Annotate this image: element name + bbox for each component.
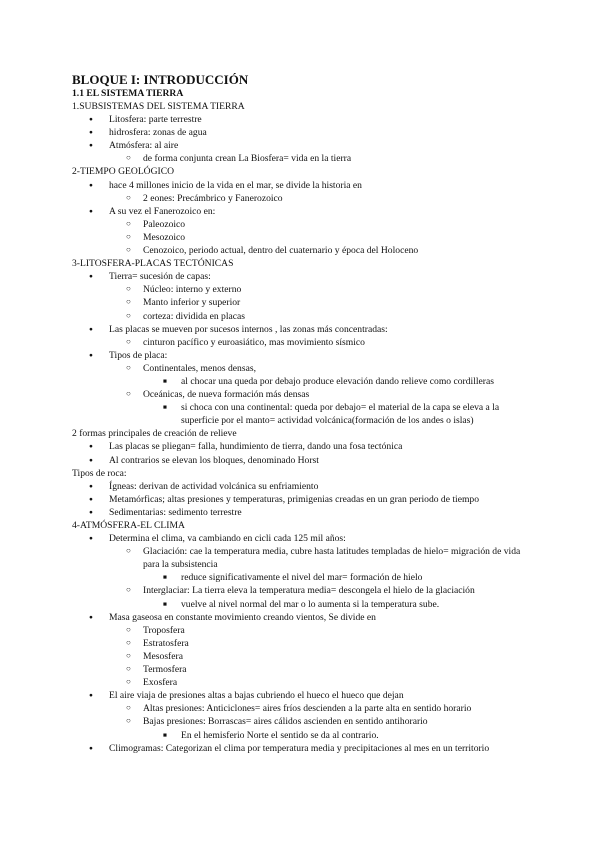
- line-text: Termosfera: [143, 664, 187, 676]
- section-line: [72, 467, 532, 480]
- list-item: [72, 205, 532, 218]
- list-item: [72, 611, 532, 624]
- list-item: [72, 192, 532, 205]
- line-text: 4-ATMÓSFERA-EL CLIMA: [72, 520, 185, 531]
- line-text: 2 formas principales de creación de relieve: [72, 428, 237, 440]
- list-item: [72, 650, 532, 663]
- hollow-bullet-icon: [126, 715, 131, 728]
- line-text: A su vez el Fanerozoico en:: [109, 205, 216, 217]
- hollow-bullet-icon: [126, 244, 131, 257]
- list-item: [72, 598, 532, 611]
- hollow-bullet-icon: [126, 624, 131, 637]
- list-item: [72, 715, 532, 728]
- section-line: [72, 427, 532, 440]
- line-text: Tipos de placa:: [109, 349, 168, 361]
- hollow-bullet-icon: [126, 296, 131, 309]
- line-text: Altas presiones: Anticiclones= aires fríos descienden a la parte alta en sentido horario: [143, 703, 472, 715]
- filled-bullet-icon: [89, 532, 93, 546]
- line-text: Masa gaseosa en constante movimiento creando vientos, Se divide en: [109, 611, 376, 623]
- hollow-bullet-icon: [126, 152, 131, 165]
- list-item: [72, 689, 532, 702]
- line-text: Al contrarios se elevan los bloques, denominado Horst: [109, 454, 319, 466]
- hollow-bullet-icon: [126, 310, 131, 323]
- hollow-bullet-icon: [126, 388, 131, 401]
- line-text: al chocar una queda por debajo produce elevación dando relieve como cordilleras: [181, 375, 494, 387]
- line-text: Litosfera: parte terrestre: [109, 114, 202, 126]
- line-text: Glaciación: cae la temperatura media, cubre hasta latitudes templadas de hielo= migración de vida para la subsistencia: [143, 546, 521, 571]
- line-text: de forma conjunta crean La Biosfera= vida en la tierra: [143, 153, 352, 165]
- line-text: Tierra= sucesión de capas:: [109, 271, 211, 283]
- line-text: 3-LITOSFERA-PLACAS TECTÓNICAS: [72, 258, 234, 270]
- hollow-bullet-icon: [126, 192, 131, 205]
- line-text: El aire viaja de presiones altas a bajas cubriendo el hueco el hueco que dejan: [109, 690, 404, 702]
- line-text: corteza: dividida en placas: [143, 310, 246, 322]
- line-text: Oceánicas, de nueva formación más densas: [143, 389, 310, 401]
- line-text: Metamórficas; altas presiones y temperaturas, primigenias creadas en un gran periodo de tiempo: [109, 493, 480, 505]
- hollow-bullet-icon: [126, 702, 131, 715]
- list-item: [72, 296, 532, 309]
- line-text: Mesosfera: [143, 650, 183, 662]
- list-item: [72, 375, 532, 388]
- filled-bullet-icon: [89, 611, 93, 625]
- line-text: Determina el clima, va cambiando en cicli cada 125 mil años:: [109, 533, 346, 545]
- list-item: [72, 362, 532, 375]
- line-text: En el hemisferio Norte el sentido se da al contrario.: [181, 729, 379, 741]
- list-item: [72, 179, 532, 192]
- hollow-bullet-icon: [126, 283, 131, 296]
- list-item: [72, 310, 532, 323]
- list-item: [72, 454, 532, 467]
- square-bullet-icon: [163, 729, 167, 743]
- line-text: Continentales, menos densas,: [143, 362, 256, 374]
- list-item: [72, 729, 532, 742]
- line-text: reduce significativamente el nivel del mar= formación de hielo: [181, 572, 423, 584]
- hollow-bullet-icon: [126, 218, 131, 231]
- list-item: [72, 244, 532, 257]
- document-body: [72, 100, 532, 755]
- document-title: BLOQUE I: INTRODUCCIÓN: [72, 72, 249, 87]
- line-text: Manto inferior y superior: [143, 297, 241, 309]
- list-item: [72, 506, 532, 519]
- line-text: Cenozoico, periodo actual, dentro del cuaternario y época del Holoceno: [143, 245, 419, 257]
- list-item: [72, 113, 532, 126]
- section-heading: 1.1 EL SISTEMA TIERRA: [72, 88, 184, 99]
- line-text: 2-TIEMPO GEOLÓGICO: [72, 166, 175, 178]
- section-line: [72, 519, 532, 532]
- square-bullet-icon: [163, 375, 167, 389]
- list-item: [72, 401, 532, 427]
- filled-bullet-icon: [89, 126, 93, 140]
- hollow-bullet-icon: [126, 663, 131, 676]
- line-text: Bajas presiones: Borrascas= aires cálidos ascienden en sentido antihorario: [143, 716, 428, 728]
- filled-bullet-icon: [89, 113, 93, 127]
- list-item: [72, 231, 532, 244]
- filled-bullet-icon: [89, 270, 93, 284]
- line-text: Mesozoico: [143, 231, 186, 243]
- list-item: [72, 663, 532, 676]
- list-item: [72, 624, 532, 637]
- section-line: [72, 165, 532, 178]
- line-text: Las placas se mueven por sucesos internos , las zonas más concentradas:: [109, 323, 388, 335]
- list-item: [72, 584, 532, 597]
- line-text: hace 4 millones inicio de la vida en el mar, se divide la historia en: [109, 179, 362, 191]
- hollow-bullet-icon: [126, 336, 131, 349]
- line-text: Estratosfera: [143, 637, 189, 649]
- line-text: Interglaciar: La tierra eleva la temperatura media= descongela el hielo de la glaciación: [143, 585, 475, 597]
- list-item: [72, 742, 532, 755]
- list-item: [72, 336, 532, 349]
- list-item: [72, 388, 532, 401]
- line-text: Núcleo: interno y externo: [143, 284, 242, 296]
- filled-bullet-icon: [89, 139, 93, 153]
- filled-bullet-icon: [89, 179, 93, 193]
- filled-bullet-icon: [89, 454, 93, 468]
- line-text: hidrosfera: zonas de agua: [109, 127, 207, 139]
- list-item: [72, 637, 532, 650]
- hollow-bullet-icon: [126, 676, 131, 689]
- line-text: Tipos de roca:: [72, 467, 127, 479]
- line-text: si choca con una continental: queda por debajo= el material de la capa se eleva a la superficie por el manto= actividad volcánica(formación de los andes o islas): [181, 402, 500, 427]
- filled-bullet-icon: [89, 689, 93, 703]
- line-text: 2 eones: Precámbrico y Fanerozoico: [143, 192, 283, 204]
- line-text: 1.SUBSISTEMAS DEL SISTEMA TIERRA: [72, 101, 245, 112]
- list-item: [72, 532, 532, 545]
- list-item: [72, 493, 532, 506]
- list-item: [72, 571, 532, 584]
- line-text: cinturon pacífico y euroasiático, mas movimiento sísmico: [143, 336, 365, 348]
- document-page: [72, 72, 532, 755]
- hollow-bullet-icon: [126, 545, 131, 558]
- square-bullet-icon: [163, 401, 167, 415]
- filled-bullet-icon: [89, 349, 93, 363]
- list-item: [72, 440, 532, 453]
- filled-bullet-icon: [89, 742, 93, 756]
- section-line: [72, 100, 532, 113]
- filled-bullet-icon: [89, 506, 93, 520]
- line-text: Climogramas: Categorizan el clima por temperatura media y precipitaciones al mes en un territorio: [109, 742, 490, 754]
- filled-bullet-icon: [89, 323, 93, 337]
- line-text: Sedimentarias: sedimento terrestre: [109, 506, 242, 518]
- list-item: [72, 349, 532, 362]
- list-item: [72, 676, 532, 689]
- square-bullet-icon: [163, 598, 167, 612]
- hollow-bullet-icon: [126, 584, 131, 597]
- list-item: [72, 480, 532, 493]
- hollow-bullet-icon: [126, 637, 131, 650]
- line-text: Atmósfera: al aire: [109, 140, 179, 152]
- filled-bullet-icon: [89, 493, 93, 507]
- filled-bullet-icon: [89, 480, 93, 494]
- line-text: Troposfera: [143, 624, 185, 636]
- square-bullet-icon: [163, 571, 167, 585]
- filled-bullet-icon: [89, 205, 93, 219]
- hollow-bullet-icon: [126, 650, 131, 663]
- hollow-bullet-icon: [126, 231, 131, 244]
- list-item: [72, 283, 532, 296]
- line-text: Ígneas: derivan de actividad volcánica su enfriamiento: [109, 480, 319, 492]
- list-item: [72, 545, 532, 571]
- filled-bullet-icon: [89, 440, 93, 454]
- list-item: [72, 126, 532, 139]
- list-item: [72, 152, 532, 165]
- list-item: [72, 702, 532, 715]
- line-text: vuelve al nivel normal del mar o lo aumenta si la temperatura sube.: [181, 598, 440, 610]
- list-item: [72, 218, 532, 231]
- line-text: Exosfera: [143, 677, 178, 689]
- line-text: Paleozoico: [143, 218, 186, 230]
- line-text: Las placas se pliegan= falla, hundimiento de tierra, dando una fosa tectónica: [109, 441, 403, 453]
- list-item: [72, 323, 532, 336]
- list-item: [72, 270, 532, 283]
- list-item: [72, 139, 532, 152]
- section-line: [72, 257, 532, 270]
- hollow-bullet-icon: [126, 362, 131, 375]
